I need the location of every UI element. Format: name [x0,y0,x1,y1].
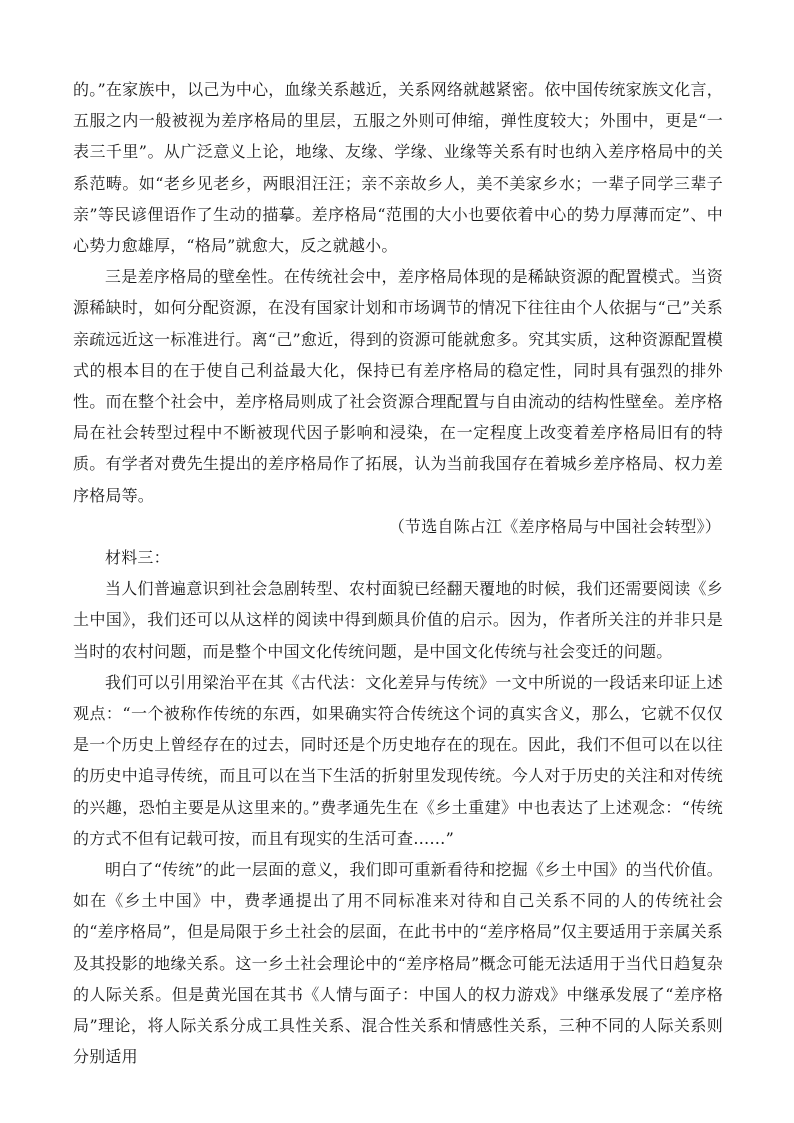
paragraph-reading-value: 当人们普遍意识到社会急剧转型、农村面貌已经翻天覆地的时候，我们还需要阅读《乡土中国》，我们还可以从这样的阅读中得到颇具价值的启示。因为，作者所关注的并非只是当时的农村问题，而是整个中国文化传统问题，是中国文化传统与社会变迁的问题。 [73,579,723,661]
material-three-label: 材料三： [105,548,170,568]
paragraph-contemporary-value: 明白了“传统”的此一层面的意义，我们即可重新看待和挖掘《乡土中国》的当代价值。如在《乡土中国》中，费孝通提出了用不同标准来对待和自己关系不同的人的传统社会的“差序格局”，但是局限于乡土社会的层面，在此书中的“差序格局”仅主要适用于亲属关系及其投影的地缘关系。这一乡土社会理论中的“差序格局”概念可能无法适用于当代日趋复杂的人际关系。但是黄光国在其书《人情与面子：中国人的权力游戏》中继承发展了“差序格局”理论，将人际关系分成工具性关系、混合性关系和情感性关系，三种不同的人际关系则分别适用 [73,860,723,1067]
paragraph-barrier-nature: 三是差序格局的壁垒性。在传统社会中，差序格局体现的是稀缺资源的配置模式。当资源稀缺时，如何分配资源，在没有国家计划和市场调节的情况下往往由个人依据与“己”关系亲疏远近这一标准进行。离“己”愈近，得到的资源可能就愈多。究其实质，这种资源配置模式的根本目的在于使自己利益最大化，保持已有差序格局的稳定性，同时具有强烈的排外性。而在整个社会中，差序格局则成了社会资源合理配置与自由流动的结构性壁垒。差序格局在社会转型过程中不断被现代因子影响和浸染，在一定程度上改变着差序格局旧有的特质。有学者对费先生提出的差序格局作了拓展，认为当前我国存在着城乡差序格局、权力差序格局等。 [73,267,723,505]
source-citation: （节选自陈占江《差序格局与中国社会转型》） [388,516,721,536]
paragraph-kinship-circles: 的。”在家族中，以己为中心，血缘关系越近，关系网络就越紧密。依中国传统家族文化言，五服之内一般被视为差序格局的里层，五服之外则可伸缩，弹性度较大；外围中，更是“一表三千里”。从广泛意义上论，地缘、友缘、学缘、业缘等关系有时也纳入差序格局中的关系范畴。如“老乡见老乡，两眼泪汪汪；亲不亲故乡人，美不美家乡水；一辈子同学三辈子亲”等民谚俚语作了生动的描摹。差序格局“范围的大小也要依着中心的势力厚薄而定”、中心势力愈雄厚，“格局”就愈大，反之就越小。 [73,80,723,256]
paragraph-tradition-quote: 我们可以引用梁治平在其《古代法：文化差异与传统》一文中所说的一段话来印证上述观点：“一个被称作传统的东西，如果确实符合传统这个词的真实含义，那么，它就不仅仅是一个历史上曾经存在的过去，同时还是个历史地存在的现在。因此，我们不但可以在以往的历史中追寻传统，而且可以在当下生活的折射里发现传统。今人对于历史的关注和对传统的兴趣，恐怕主要是从这里来的。”费孝通先生在《乡土重建》中也表达了上述观念：“传统的方式不但有记载可按，而且有现实的生活可查……” [73,672,723,848]
document-page [73,74,723,1073]
